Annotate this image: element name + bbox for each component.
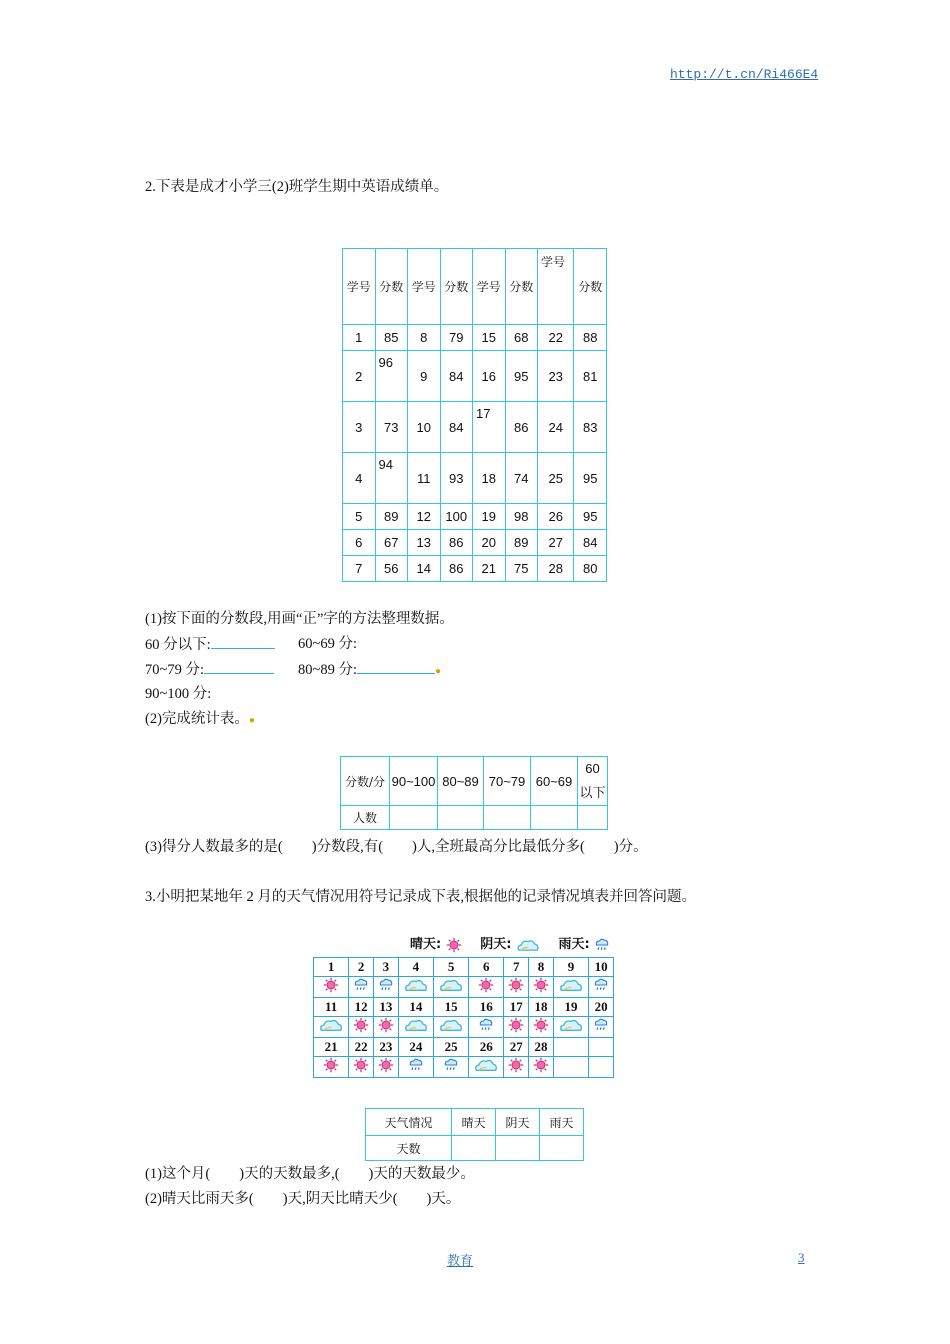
table-row [343, 325, 607, 351]
table-cell: 11 [408, 453, 441, 504]
table-cell: 2 [343, 351, 376, 402]
sun-icon [532, 1057, 550, 1073]
sun-icon [477, 977, 495, 993]
sun-icon [352, 1017, 370, 1033]
calendar-weather [398, 977, 433, 998]
table-cell: 28 [538, 556, 574, 582]
sun-icon [532, 1017, 550, 1033]
calendar-weather [373, 977, 398, 998]
sun-icon [352, 1057, 370, 1073]
cloud-icon [473, 1057, 499, 1073]
table-row [343, 556, 607, 582]
table-cell: 4 [343, 453, 376, 504]
calendar-day: 20 [589, 998, 614, 1017]
q2-part2: (2)完成统计表。 [145, 711, 249, 727]
table-cell: 1 [343, 325, 376, 351]
summary-count-row [366, 1136, 584, 1161]
calendar-weather [589, 1017, 614, 1038]
table-row [343, 351, 607, 402]
calendar-weather [504, 977, 529, 998]
table-row [343, 504, 607, 530]
table-cell: 94 [375, 453, 408, 504]
header-cell: 分数 [375, 249, 408, 325]
calendar-weather-row [314, 1017, 614, 1038]
calendar-weather [373, 1017, 398, 1038]
calendar-weather [398, 1057, 433, 1078]
calendar-weather [433, 1057, 468, 1078]
range-below60-row [145, 634, 275, 655]
answer-cell[interactable] [496, 1136, 540, 1161]
rain-icon [352, 977, 370, 993]
q2-part3: (3)得分人数最多的是( )分数段,有( )人,全班最高分比最低分多( )分。 [145, 839, 648, 855]
stat-col-header-below60 [578, 757, 608, 806]
mark-dot: ● [248, 715, 255, 726]
calendar-weather [398, 1017, 433, 1038]
stat-table-count-row [341, 806, 608, 830]
table-cell: 93 [440, 453, 473, 504]
calendar-weather [373, 1057, 398, 1078]
header-cell: 分数 [505, 249, 538, 325]
table-cell: 26 [538, 504, 574, 530]
table-cell: 27 [538, 530, 574, 556]
calendar-day-row [314, 1038, 614, 1057]
calendar-day: 2 [349, 958, 374, 977]
calendar-weather [529, 1057, 554, 1078]
legend-rainy-label: 雨天: [558, 937, 590, 952]
calendar-day: 8 [529, 958, 554, 977]
cloud-icon [438, 977, 464, 993]
sun-icon [532, 977, 550, 993]
calendar-day: 13 [373, 998, 398, 1017]
table-cell: 68 [505, 325, 538, 351]
calendar-weather [504, 1017, 529, 1038]
source-url[interactable]: http://t.cn/Ri466E4 [670, 67, 819, 82]
footer-text[interactable]: 教育 [447, 1253, 474, 1268]
stat-col-header: 90~100 [390, 757, 438, 806]
calendar-day: 6 [469, 958, 504, 977]
calendar-weather [469, 1057, 504, 1078]
header-cell: 学号 [408, 249, 441, 325]
range-70-79-label: 70~79 分: [145, 662, 204, 678]
range-below60-label: 60 分以下: [145, 637, 211, 653]
table-cell: 89 [505, 530, 538, 556]
answer-cell[interactable] [390, 806, 438, 830]
table-cell: 80 [574, 556, 607, 582]
answer-cell[interactable] [540, 1136, 584, 1161]
cloud-icon [403, 977, 429, 993]
weather-legend [410, 933, 624, 953]
table-cell: 86 [440, 556, 473, 582]
calendar-day: 11 [314, 998, 349, 1017]
table-cell: 83 [574, 402, 607, 453]
header-cell: 分数 [440, 249, 473, 325]
calendar-weather [314, 1017, 349, 1038]
calendar-weather [314, 1057, 349, 1078]
calendar-weather [589, 1057, 614, 1078]
sun-icon [377, 1017, 395, 1033]
sun-icon [377, 1057, 395, 1073]
calendar-day: 15 [433, 998, 468, 1017]
legend-cloudy-label: 阴天: [480, 937, 512, 952]
table-cell: 100 [440, 504, 473, 530]
calendar-weather [504, 1057, 529, 1078]
calendar-weather [314, 977, 349, 998]
range-80-89-row [298, 659, 441, 682]
table-cell: 86 [440, 530, 473, 556]
summary-header: 天气情况 [366, 1109, 452, 1136]
table-cell: 88 [574, 325, 607, 351]
table-cell: 5 [343, 504, 376, 530]
sun-icon [507, 1017, 525, 1033]
table-cell: 95 [505, 351, 538, 402]
stat-row-label: 分数/分 [341, 757, 390, 806]
header-cell: 学号 [538, 249, 574, 325]
calendar-weather-row [314, 1057, 614, 1078]
table-cell: 86 [505, 402, 538, 453]
sun-icon [446, 937, 462, 953]
calendar-day: 26 [469, 1038, 504, 1057]
table-cell: 18 [473, 453, 506, 504]
table-row [343, 402, 607, 453]
q2-part1: (1)按下面的分数段,用画“正”字的方法整理数据。 [145, 611, 454, 627]
calendar-day: 1 [314, 958, 349, 977]
answer-cell[interactable] [484, 806, 531, 830]
summary-header: 阴天 [496, 1109, 540, 1136]
answer-blank[interactable] [357, 659, 435, 674]
calendar-day: 14 [398, 998, 433, 1017]
answer-blank[interactable] [204, 659, 274, 674]
summary-header: 雨天 [540, 1109, 584, 1136]
table-cell: 13 [408, 530, 441, 556]
table-cell: 19 [473, 504, 506, 530]
rain-icon [407, 1057, 425, 1073]
table-cell: 95 [574, 453, 607, 504]
cloud-icon [438, 1017, 464, 1033]
table-cell: 85 [375, 325, 408, 351]
table-cell: 24 [538, 402, 574, 453]
table-cell: 9 [408, 351, 441, 402]
rain-icon [592, 1017, 610, 1033]
stat-col-header: 70~79 [484, 757, 531, 806]
header-cell: 学号 [473, 249, 506, 325]
rain-icon [442, 1057, 460, 1073]
score-table [342, 248, 607, 582]
table-cell: 3 [343, 402, 376, 453]
table-cell: 79 [440, 325, 473, 351]
calendar-day: 16 [469, 998, 504, 1017]
calendar-day [589, 1038, 614, 1057]
calendar-day: 22 [349, 1038, 374, 1057]
calendar-day: 27 [504, 1038, 529, 1057]
table-cell: 73 [375, 402, 408, 453]
rain-icon [477, 1017, 495, 1033]
calendar-day: 10 [589, 958, 614, 977]
table-cell: 56 [375, 556, 408, 582]
calendar-weather [433, 1017, 468, 1038]
summary-header-row [366, 1109, 584, 1136]
table-row [343, 530, 607, 556]
table-cell: 16 [473, 351, 506, 402]
mark-dot: ● [435, 666, 442, 677]
range-90-100-label: 90~100 分: [145, 686, 212, 702]
calendar-day: 4 [398, 958, 433, 977]
calendar-day: 3 [373, 958, 398, 977]
sun-icon [322, 977, 340, 993]
table-cell: 22 [538, 325, 574, 351]
stat-col-bottom: 以下 [579, 785, 606, 800]
q2-part2-row [145, 709, 255, 731]
calendar-day: 24 [398, 1038, 433, 1057]
calendar-weather [589, 977, 614, 998]
table-cell: 15 [473, 325, 506, 351]
calendar-weather [433, 977, 468, 998]
summary-row-label: 天数 [366, 1136, 452, 1161]
calendar-weather [529, 977, 554, 998]
calendar-day: 9 [553, 958, 588, 977]
header-cell: 学号 [343, 249, 376, 325]
calendar-day: 25 [433, 1038, 468, 1057]
sun-icon [507, 1057, 525, 1073]
cloud-icon [558, 977, 584, 993]
calendar-weather [553, 977, 588, 998]
cloud-icon [403, 1017, 429, 1033]
table-cell: 96 [375, 351, 408, 402]
cloud-icon [516, 937, 540, 953]
legend-sunny-label: 晴天: [410, 937, 442, 952]
q3-title: 3.小明把某地年 2 月的天气情况用符号记录成下表,根据他的记录情况填表并回答问题。 [145, 889, 696, 905]
summary-header: 晴天 [452, 1109, 496, 1136]
rain-icon [592, 977, 610, 993]
calendar-weather [553, 1057, 588, 1078]
table-cell: 7 [343, 556, 376, 582]
calendar-day-row [314, 998, 614, 1017]
answer-cell[interactable] [531, 806, 578, 830]
score-table-header-row [343, 249, 607, 325]
calendar-weather-row [314, 977, 614, 998]
table-row [343, 453, 607, 504]
q3-part1: (1)这个月( )天的天数最多,( )天的天数最少。 [145, 1166, 475, 1182]
table-cell: 12 [408, 504, 441, 530]
cloud-icon [318, 1017, 344, 1033]
table-cell: 98 [505, 504, 538, 530]
weather-summary-table [365, 1108, 584, 1161]
stat-table [340, 756, 608, 830]
table-cell: 67 [375, 530, 408, 556]
rain-icon [594, 937, 610, 953]
table-cell: 17 [473, 402, 506, 453]
table-cell: 74 [505, 453, 538, 504]
stat-col-header: 60~69 [531, 757, 578, 806]
calendar-day: 17 [504, 998, 529, 1017]
calendar-weather [349, 977, 374, 998]
rain-icon [377, 977, 395, 993]
calendar-weather [529, 1017, 554, 1038]
sun-icon [322, 1057, 340, 1073]
calendar-weather [553, 1017, 588, 1038]
answer-cell[interactable] [578, 806, 608, 830]
cloud-icon [558, 1017, 584, 1033]
answer-cell[interactable] [438, 806, 484, 830]
calendar-day: 19 [553, 998, 588, 1017]
table-cell: 20 [473, 530, 506, 556]
calendar-day: 5 [433, 958, 468, 977]
table-cell: 6 [343, 530, 376, 556]
calendar-weather [469, 1017, 504, 1038]
header-cell: 分数 [574, 249, 607, 325]
calendar-day: 23 [373, 1038, 398, 1057]
table-cell: 23 [538, 351, 574, 402]
calendar-day [553, 1038, 588, 1057]
table-cell: 10 [408, 402, 441, 453]
calendar-day: 12 [349, 998, 374, 1017]
page-number: 3 [798, 1250, 805, 1265]
q3-part2: (2)晴天比雨天多( )天,阴天比晴天少( )天。 [145, 1191, 461, 1207]
table-cell: 14 [408, 556, 441, 582]
calendar-weather [349, 1017, 374, 1038]
range-70-79-row [145, 659, 274, 680]
table-cell: 21 [473, 556, 506, 582]
range-80-89-label: 80~89 分: [298, 662, 357, 678]
calendar-weather [469, 977, 504, 998]
table-cell: 95 [574, 504, 607, 530]
calendar-day: 7 [504, 958, 529, 977]
answer-blank[interactable] [211, 634, 275, 649]
table-cell: 84 [574, 530, 607, 556]
stat-col-header: 80~89 [438, 757, 484, 806]
q2-title: 2.下表是成才小学三(2)班学生期中英语成绩单。 [145, 179, 449, 195]
table-cell: 75 [505, 556, 538, 582]
stat-table-header-row [341, 757, 608, 806]
calendar-day-row [314, 958, 614, 977]
calendar-day: 21 [314, 1038, 349, 1057]
table-cell: 89 [375, 504, 408, 530]
answer-cell[interactable] [452, 1136, 496, 1161]
table-cell: 25 [538, 453, 574, 504]
calendar-day: 28 [529, 1038, 554, 1057]
weather-calendar [313, 957, 614, 1078]
table-cell: 84 [440, 351, 473, 402]
range-60-69-label: 60~69 分: [298, 636, 357, 652]
sun-icon [507, 977, 525, 993]
stat-col-top: 60 [585, 761, 600, 776]
table-cell: 81 [574, 351, 607, 402]
stat-row-label: 人数 [341, 806, 390, 830]
calendar-day: 18 [529, 998, 554, 1017]
table-cell: 84 [440, 402, 473, 453]
calendar-weather [349, 1057, 374, 1078]
table-cell: 8 [408, 325, 441, 351]
